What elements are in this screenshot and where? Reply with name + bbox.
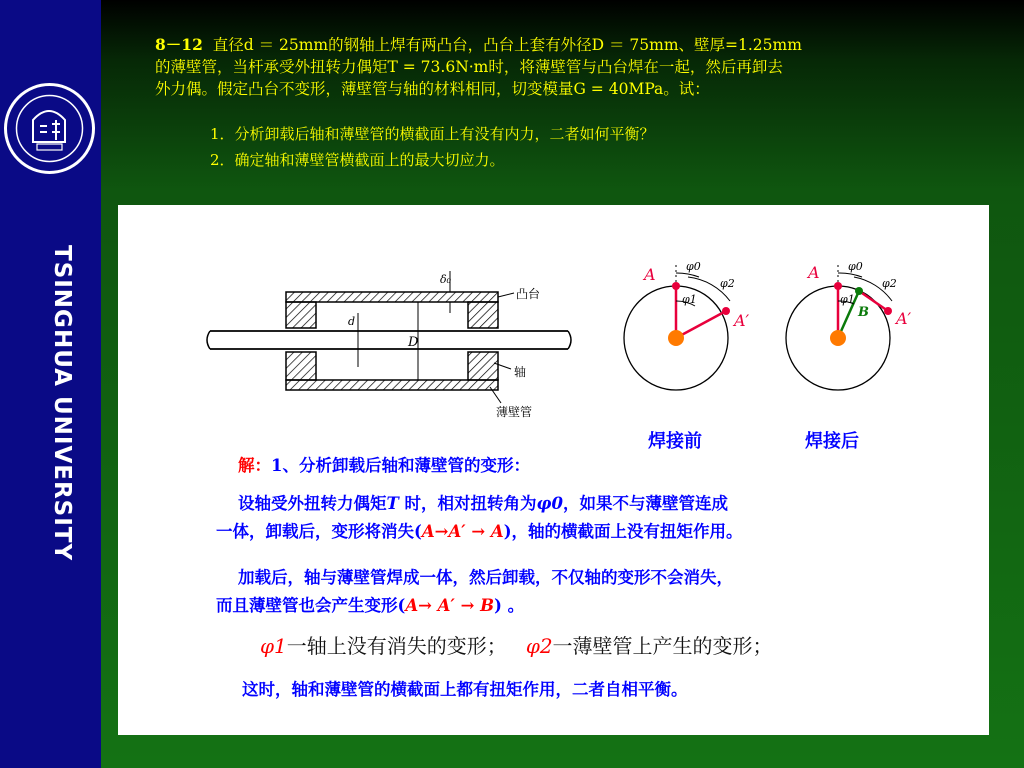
problem-number: 8－12 — [155, 35, 203, 54]
before-welding-circle — [624, 265, 730, 390]
solution-paragraph-1-line-1 — [238, 491, 728, 517]
deformation-definitions — [260, 633, 773, 659]
problem-line-3: 外力偶。假定凸台不变形，薄壁管与轴的材料相同，切变模量G = 40MPa。试： — [155, 80, 710, 98]
solution-paragraph-1-line-2 — [216, 519, 743, 545]
deformation-path-after: A→ A′ → B — [405, 596, 495, 615]
label-point-a-after: A — [808, 263, 820, 282]
solution-heading-text: 1、分析卸载后轴和薄壁管的变形： — [271, 456, 530, 475]
problem-statement — [155, 34, 945, 100]
solution-paragraph-2-line-2 — [216, 593, 524, 619]
solution-text: ) 。 — [494, 596, 525, 615]
label-inner-diameter: d — [348, 315, 356, 328]
label-phi0-after: φ0 — [848, 260, 863, 273]
label-point-a-prime-after: A′ — [896, 309, 912, 328]
solution-label: 解： — [238, 456, 271, 475]
solution-conclusion: 这时，轴和薄壁管的横截面上都有扭矩作用，二者自相平衡。 — [242, 680, 688, 699]
label-thin-tube: 薄壁管 — [496, 405, 533, 419]
sidebar — [0, 0, 101, 768]
solution-paragraph-2-line-1: 加载后，轴与薄壁管焊成一体，然后卸载，不仅轴的变形不会消失， — [238, 568, 733, 587]
solution-text: ，如果不与薄壁管连成 — [562, 494, 728, 513]
definition-phi1: 一轴上没有消失的变形； — [286, 634, 507, 658]
problem-line-2: 的薄壁管，当杆承受外扭转力偶矩T = 73.6N·m时，将薄壁管与凸台焊在一起，然后再卸去 — [155, 58, 783, 76]
label-shaft: 轴 — [514, 365, 527, 379]
problem-question-list — [210, 121, 655, 173]
problem-line-1: 直径d ＝ 25mm的钢轴上焊有两凸台，凸台上套有外径D ＝ 75mm、壁厚=1.25mm — [212, 36, 802, 54]
solution-heading — [238, 453, 530, 479]
label-phi1-after: φ1 — [840, 293, 855, 306]
label-wall-thickness: δ₀ — [440, 273, 452, 286]
university-seal-icon — [3, 82, 96, 175]
label-phi0-before: φ0 — [686, 260, 701, 273]
label-point-a-prime-before: A′ — [734, 311, 750, 330]
deformation-path-before: A→A′ → A — [421, 522, 504, 541]
symbol-torque: T — [386, 494, 399, 513]
symbol-phi1: φ1 — [260, 634, 287, 658]
solution-text: )，轴的横截面上没有扭矩作用。 — [503, 522, 743, 541]
label-phi2-after: φ2 — [882, 277, 897, 290]
label-phi2-before: φ2 — [720, 277, 735, 290]
definition-phi2: 一薄壁管上产生的变形； — [552, 634, 773, 658]
caption-before-welding: 焊接前 — [648, 431, 702, 452]
label-boss: 凸台 — [516, 287, 541, 301]
symbol-phi0: φ0 — [536, 494, 563, 513]
after-welding-circle — [786, 265, 892, 390]
symbol-phi2: φ2 — [525, 634, 553, 658]
question-item-1: 1．分析卸载后轴和薄壁管的横截面上有没有内力，二者如何平衡？ — [210, 125, 655, 143]
solution-text: 时，相对扭转角为 — [398, 494, 537, 513]
question-item-2: 2．确定轴和薄壁管横截面上的最大切应力。 — [210, 151, 505, 169]
label-phi1-before: φ1 — [682, 293, 697, 306]
solution-panel — [118, 205, 989, 735]
caption-after-welding: 焊接后 — [805, 431, 859, 452]
solution-text: 一体，卸载后，变形将消失( — [216, 522, 422, 541]
solution-text: 设轴受外扭转力偶矩 — [238, 494, 387, 513]
university-name-vertical: TSINGHUA UNIVERSITY — [49, 245, 75, 562]
label-point-a-before: A — [644, 265, 656, 284]
solution-text: 而且薄壁管也会产生变形( — [216, 596, 406, 615]
label-outer-diameter: D — [408, 335, 419, 350]
label-point-b-after: B — [858, 305, 869, 320]
